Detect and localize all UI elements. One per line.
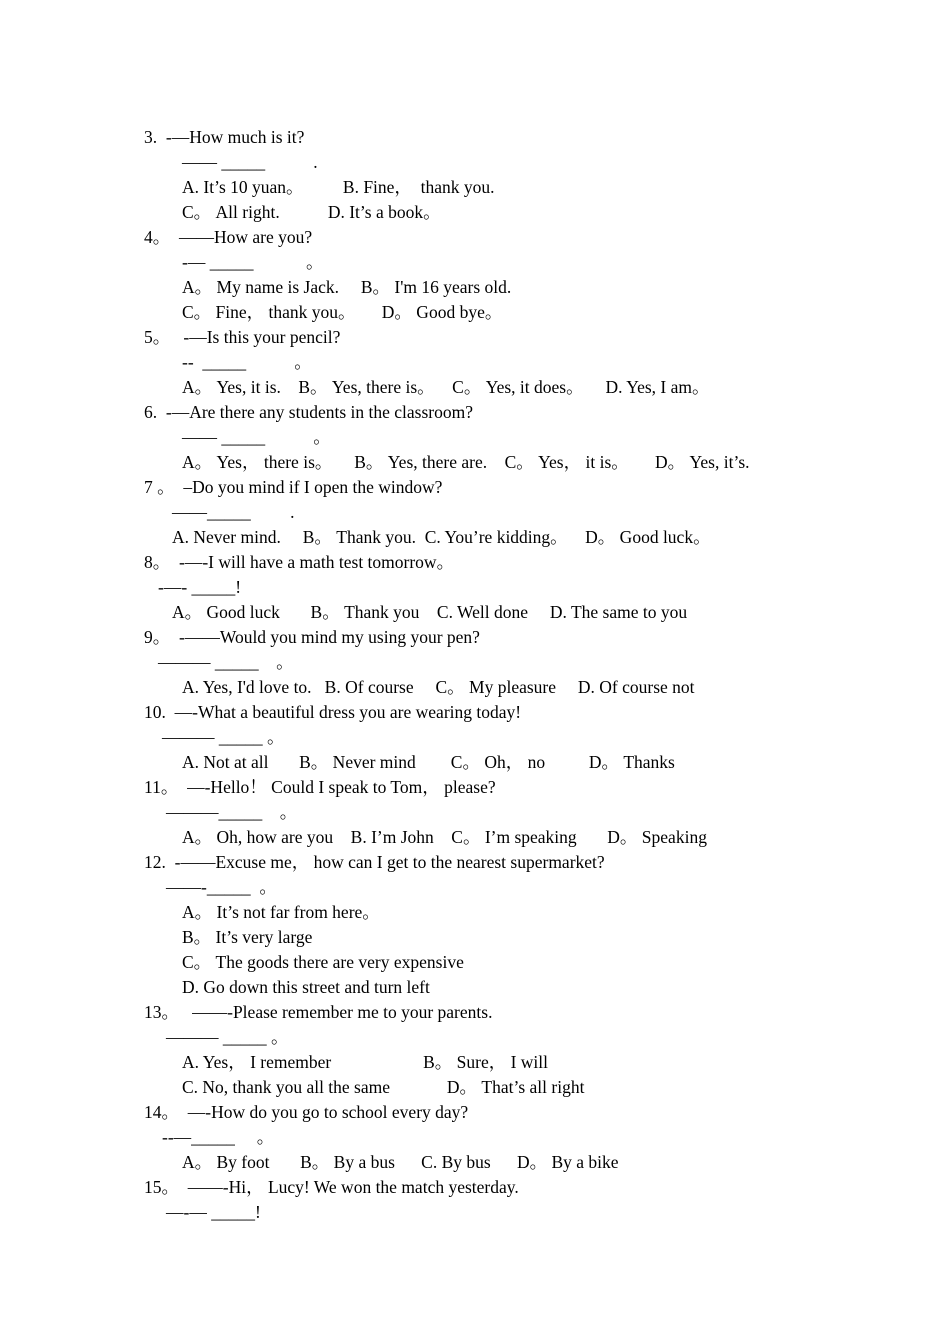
question-prompt: 6. -—Are there any students in the classroom? [144, 402, 474, 422]
option-line: A。 By foot B。 By a bus C. By bus D。 By a bike [182, 1152, 619, 1172]
option-line: A. Never mind. B。 Thank you. C. You’re kidding。 D。 Good luck。 [172, 527, 711, 547]
option-line: A。 Yes, it is. B。 Yes, there is。 C。 Yes, it does。 D. Yes, I am。 [182, 377, 710, 397]
question-prompt: 8。 -—-I will have a math test tomorrow。 [144, 552, 455, 572]
option-line: B。 It’s very large [182, 927, 313, 947]
option-line: A. Yes， I remember B。 Sure， I will [182, 1052, 549, 1072]
question-prompt: 7 。 –Do you mind if I open the window? [144, 477, 443, 497]
answer-blank: —— _____ 。 [182, 427, 331, 447]
question-prompt: 3. -—How much is it? [144, 127, 305, 147]
question-prompt: 13。 ——-Please remember me to your parents. [144, 1002, 493, 1022]
question-prompt: 14。 —-How do you go to school every day? [144, 1102, 469, 1122]
question-prompt: 5。 -—Is this your pencil? [144, 327, 341, 347]
answer-blank: —-— _____! [166, 1202, 261, 1222]
answer-blank: -—- _____! [158, 577, 242, 597]
answer-blank: ———_____ 。 [166, 802, 298, 822]
answer-blank: —— _____ . [182, 152, 318, 172]
question-prompt: 12. -——Excuse me， how can I get to the nearest supermarket? [144, 852, 605, 872]
option-line: C。 All right. D. It’s a book。 [182, 202, 441, 222]
question-prompt: 15。 ——-Hi， Lucy! We won the match yesterday. [144, 1177, 519, 1197]
option-line: A。 It’s not far from here。 [182, 902, 380, 922]
option-line: A。 Good luck B。 Thank you C. Well done D. The same to you [172, 602, 688, 622]
question-prompt: 4。 ——How are you? [144, 227, 313, 247]
option-line: C。 Fine， thank you。 D。 Good bye。 [182, 302, 503, 322]
question-prompt: 10. —-What a beautiful dress you are wearing today! [144, 702, 522, 722]
option-line: C. No, thank you all the same D。 That’s all right [182, 1077, 585, 1097]
question-prompt: 11。 —-Hello！ Could I speak to Tom， please? [144, 777, 496, 797]
question-prompt: 9。 -——Would you mind my using your pen? [144, 627, 480, 647]
option-line: C。 The goods there are very expensive [182, 952, 464, 972]
answer-blank: ——_____ . [172, 502, 295, 522]
answer-blank: ——-_____ 。 [166, 877, 277, 897]
answer-blank: --—_____ 。 [162, 1127, 275, 1147]
option-line: D. Go down this street and turn left [182, 977, 430, 997]
option-line: A. Not at all B。 Never mind C。 Oh， no D。 Thanks [182, 752, 675, 772]
answer-blank: ——— _____ 。 [158, 652, 294, 672]
option-line: A。 Oh, how are you B. I’m John C。 I’m speaking D。 Speaking [182, 827, 707, 847]
option-line: A。 Yes， there is。 B。 Yes, there are. C。 Yes， it is。 D。 Yes, it’s. [182, 452, 750, 472]
answer-blank: -- _____ 。 [182, 352, 312, 372]
answer-blank: ——— _____ 。 [166, 1027, 289, 1047]
answer-blank: -— _____ 。 [182, 252, 324, 272]
option-line: A. Yes, I'd love to. B. Of course C。 My pleasure D. Of course not [182, 677, 695, 697]
answer-blank: ——— _____ 。 [162, 727, 285, 747]
option-line: A. It’s 10 yuan。 B. Fine， thank you. [182, 177, 495, 197]
option-line: A。 My name is Jack. B。 I'm 16 years old. [182, 277, 512, 297]
